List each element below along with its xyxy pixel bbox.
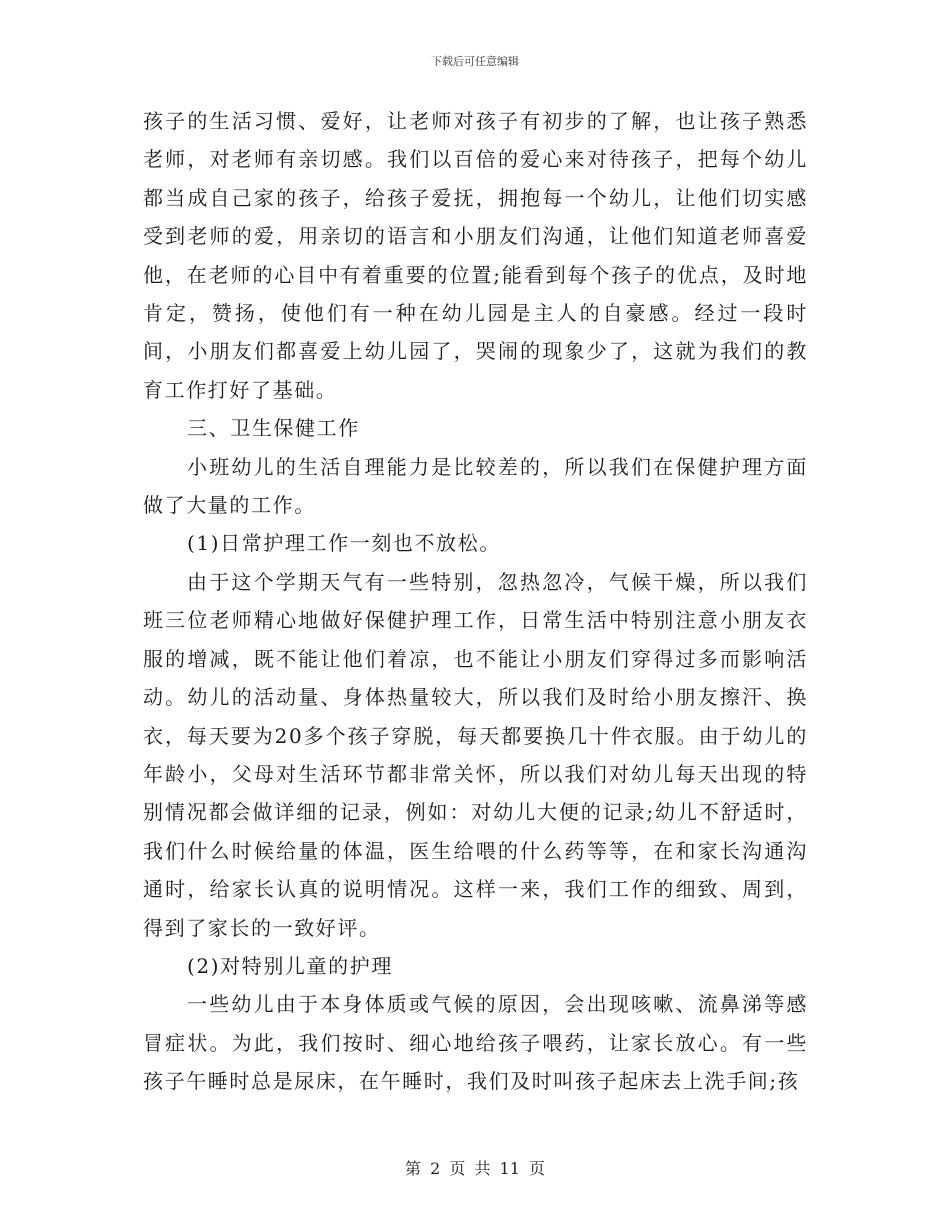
page-footer: 第 2 页 共 11 页	[405, 1159, 545, 1178]
paragraph: 孩子的生活习惯、爱好，让老师对孩子有初步的了解，也让孩子熟悉老师，对老师有亲切感。我们以百倍的爱心来对待孩子，把每个幼儿都当成自己家的孩子，给孩子爱抚，拥抱每一个幼儿，让他们切实感受到老师的爱，用亲切的语言和小朋友们沟通，让他们知道老师喜爱他，在老师的心目中有着重要的位置;能看到每个孩子的优点，及时地肯定，赞扬，使他们有一种在幼儿园是主人的自豪感。经过一段时间，小朋友们都喜爱上幼儿园了，哭闹的现象少了，这就为我们的教育工作打好了基础。	[143, 109, 808, 402]
subsection-heading: (2)对特别儿童的护理	[187, 953, 393, 978]
page-header: 下载后可任意编辑	[431, 55, 519, 68]
subsection-heading: (1)日常护理工作一刻也不放松。	[187, 531, 501, 556]
body-text	[143, 102, 808, 1101]
paragraph: 一些幼儿由于本身体质或气候的原因，会出现咳嗽、流鼻涕等感冒症状。为此，我们按时、细心地给孩子喂药，让家长放心。有一些孩子午睡时总是尿床，在午睡时，我们及时叫孩子起床去上洗手间;孩	[143, 992, 808, 1094]
paragraph: 由于这个学期天气有一些特别，忽热忽冷，气候干燥，所以我们班三位老师精心地做好保健护理工作，日常生活中特别注意小朋友衣服的增减，既不能让他们着凉，也不能让小朋友们穿得过多而影响活动。幼儿的活动量、身体热量较大，所以我们及时给小朋友擦汗、换衣，每天要为20多个孩子穿脱，每天都要换几十件衣服。由于幼儿的年龄小，父母对生活环节都非常关怀，所以我们对幼儿每天出现的特别情况都会做详细的记录，例如：对幼儿大便的记录;幼儿不舒适时，我们什么时候给量的体温，医生给喂的什么药等等，在和家长沟通沟通时，给家长认真的说明情况。这样一来，我们工作的细致、周到，得到了家长的一致好评。	[143, 569, 808, 940]
paragraph: 小班幼儿的生活自理能力是比较差的，所以我们在保健护理方面做了大量的工作。	[143, 454, 808, 518]
section-heading: 三、卫生保健工作	[187, 416, 360, 441]
